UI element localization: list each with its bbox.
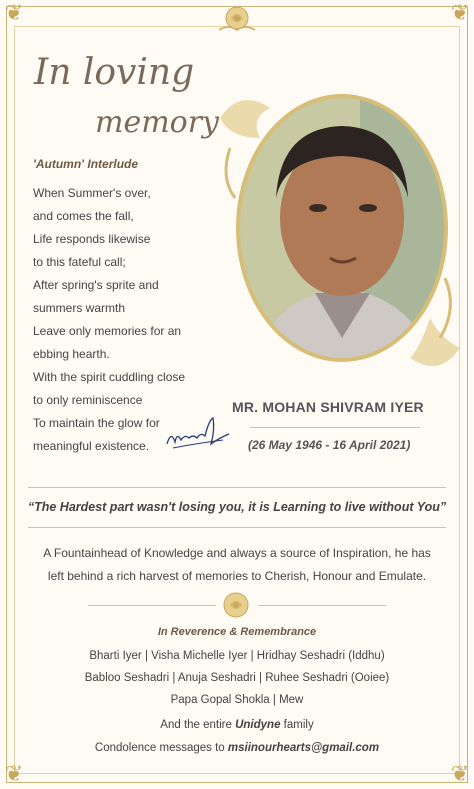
condolence-prefix: Condolence messages to xyxy=(94,742,228,754)
quote: “The Hardest part wasn't losing you, it is Learning to live without You” xyxy=(27,500,447,514)
poem-line: meaningful existence. xyxy=(33,439,150,453)
family-line xyxy=(0,719,474,731)
poem-line: With the spirit cuddling close xyxy=(33,370,186,384)
family-names-line: Papa Gopal Shokla | Mew xyxy=(170,694,304,706)
poem-line: to only reminiscence xyxy=(33,393,143,407)
corner-flourish-icon: ❦ xyxy=(4,762,24,787)
poem-line: Life responds likewise xyxy=(33,232,151,246)
family-prefix: And the entire xyxy=(160,719,236,731)
signature xyxy=(163,410,233,460)
corner-flourish-icon: ❦ xyxy=(450,762,470,787)
poem-title: 'Autumn' Interlude xyxy=(33,157,139,171)
rose-ornament-icon xyxy=(222,591,250,619)
title-in-loving: In loving xyxy=(34,52,195,93)
rose-ornament-icon xyxy=(217,0,257,40)
family-names-line: Babloo Seshadri | Anuja Seshadri | Ruhee Seshadri (Ooiee) xyxy=(84,672,390,684)
corner-flourish-icon: ❦ xyxy=(450,1,470,26)
divider xyxy=(88,605,216,606)
poem-line: When Summer's over, xyxy=(33,186,151,200)
tribute-line: left behind a rich harvest of memories to Cherish, Honour and Emulate. xyxy=(47,569,427,583)
condolence-email-link[interactable]: msiinourhearts@gmail.com xyxy=(227,742,380,754)
condolence-line xyxy=(0,742,474,754)
poem-line: and comes the fall, xyxy=(33,209,134,223)
remembrance-title: In Reverence & Remembrance xyxy=(157,626,317,638)
life-dates: (26 May 1946 - 16 April 2021) xyxy=(248,438,411,452)
poem-line: Leave only memories for an xyxy=(33,324,182,338)
poem-line: ebbing hearth. xyxy=(33,347,110,361)
divider xyxy=(258,605,386,606)
corner-flourish-icon: ❦ xyxy=(4,1,24,26)
divider xyxy=(28,527,446,528)
family-suffix: family xyxy=(280,719,314,731)
tribute-text xyxy=(30,542,444,588)
poem-line: To maintain the glow for xyxy=(33,416,160,430)
deceased-name: MR. MOHAN SHIVRAM IYER xyxy=(232,399,424,415)
portrait-photo xyxy=(210,78,462,388)
divider xyxy=(28,487,446,488)
tribute-line: A Fountainhead of Knowledge and always a source of Inspiration, he has xyxy=(43,546,431,560)
family-names-line: Bharti Iyer | Visha Michelle Iyer | Hridhay Seshadri (Iddhu) xyxy=(89,650,385,662)
family-name: Unidyne xyxy=(235,719,281,731)
poem-line: After spring's sprite and xyxy=(33,278,159,292)
divider xyxy=(250,427,420,428)
title-memory: memory xyxy=(95,105,219,140)
poem-line: to this fateful call; xyxy=(33,255,126,269)
poem-line: summers warmth xyxy=(33,301,126,315)
